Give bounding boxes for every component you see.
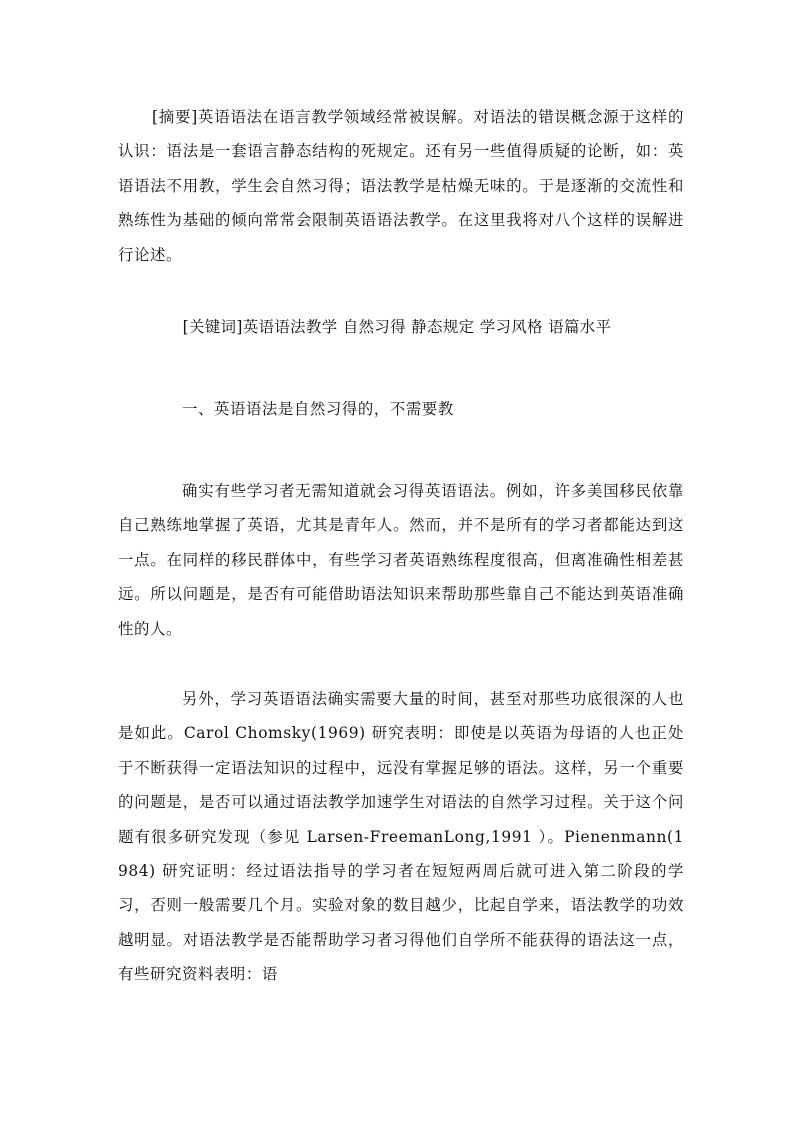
body-paragraph-1: 确实有些学习者无需知道就会习得英语语法。例如，许多美国移民依靠自己熟练地掌握了英语，尤其是青年人。然而，并不是所有的学习者都能达到这一点。在同样的移民群体中，有些学习者英语熟练程度很高，但离准确性相差甚远。所以问题是，是否有可能借助语法知识来帮助那些靠自己不能达到英语准确性的人。 xyxy=(118,482,684,638)
abstract-paragraph: [摘要]英语语法在语言教学领域经常被误解。对语法的错误概念源于这样的认识：语法是一套语言静态结构的死规定。还有另一些值得质疑的论断，如：英语语法不用教，学生会自然习得；语法教学是枯燥无味的。于是逐渐的交流性和熟练性为基础的倾向常常会限制英语语法教学。在这里我将对八个这样的误解进行论述。 xyxy=(118,108,684,264)
section-heading: 一、英语语法是自然习得的，不需要教 xyxy=(182,400,454,418)
body-paragraph-2: 另外，学习英语语法确实需要大量的时间，甚至对那些功底很深的人也是如此。Carol Chomsky(1969) 研究表明：即使是以英语为母语的人也正处于不断获得一定语法知识的过程中，远没有掌握足够的语法。这样，另一个重要的问题是，是否可以通过语法教学加速学生对语法的自然学习过程。关于这个问题有很多研究发现（参见 Larsen-FreemanLong,1991 ）。Pienenmann(1984) 研究证明：经过语法指导的学习者在短短两周后就可进入第二阶段的学习，否则一般需要几个月。实验对象的数目越少，比起自学来，语法教学的功效越明显。对语法教学是否能帮助学习者习得他们自学所不能获得的语法这一点，有些研究资料表明：语 xyxy=(118,690,684,984)
keywords-line: [关键词]英语语法教学 自然习得 静态规定 学习风格 语篇水平 xyxy=(182,318,612,336)
